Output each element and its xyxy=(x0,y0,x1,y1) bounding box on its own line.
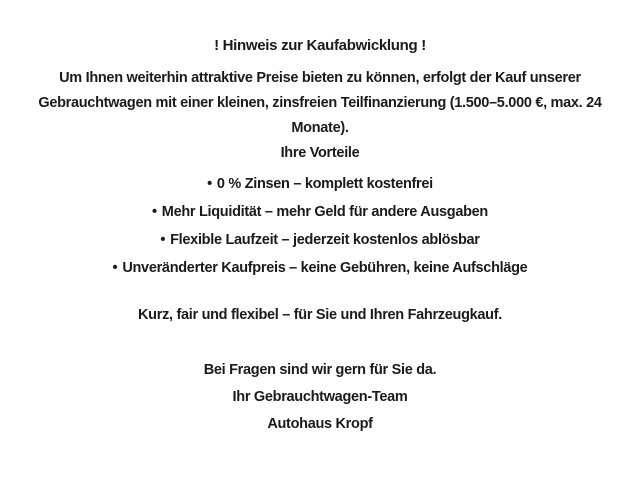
bullet-icon: • xyxy=(160,232,166,248)
intro-line-2: Gebrauchtwagen mit einer kleinen, zinsfreien Teilfinanzierung (1.500–5.000 €, max. 24 xyxy=(38,95,602,111)
intro-line-1: Um Ihnen weiterhin attraktive Preise bieten zu können, erfolgt der Kauf unserer xyxy=(59,70,581,86)
benefit-item-3 xyxy=(0,226,640,254)
intro-line-3: Monate). xyxy=(291,120,349,136)
benefits-heading: Ihre Vorteile xyxy=(280,145,360,161)
bullet-icon: • xyxy=(152,204,157,220)
benefit-text: Unveränderter Kaufpreis – keine Gebühren, keine Aufschläge xyxy=(122,260,528,276)
closing-line-1: Bei Fragen sind wir gern für Sie da. xyxy=(203,362,437,378)
summary-line: Kurz, fair und flexibel – für Sie und Ihren Fahrzeugkauf. xyxy=(138,307,502,323)
intro-paragraph xyxy=(0,66,640,141)
benefit-text: Mehr Liquidität – mehr Geld für andere Ausgaben xyxy=(161,204,488,220)
benefit-item-1 xyxy=(0,170,640,198)
benefit-item-2 xyxy=(0,198,640,226)
benefits-list xyxy=(0,170,640,282)
benefit-text: Flexible Laufzeit – jederzeit kostenlos ablösbar xyxy=(170,232,480,248)
closing-block xyxy=(0,357,640,438)
notice-title: ! Hinweis zur Kaufabwicklung ! xyxy=(214,37,426,54)
company-name: Autohaus Kropf xyxy=(267,416,373,432)
benefit-item-4 xyxy=(0,254,640,282)
benefit-text: 0 % Zinsen – komplett kostenfrei xyxy=(216,176,433,192)
bullet-icon: • xyxy=(112,260,118,276)
closing-line-2: Ihr Gebrauchtwagen-Team xyxy=(232,389,408,405)
bullet-icon: • xyxy=(207,176,212,192)
